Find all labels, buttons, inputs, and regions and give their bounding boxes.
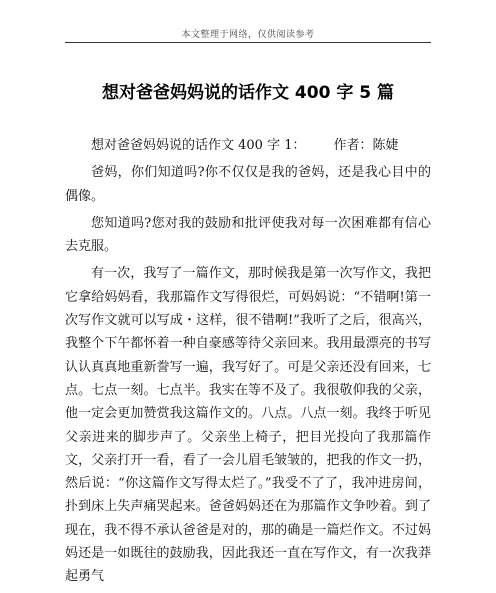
paragraph-3: 有一次，我写了一篇作文，那时候我是第一次写作文，我把它拿给妈妈看，我那篇作文写得很烂，可妈妈说：“不错啊!第一次写作文就可以写成・这样，很不错啊!”我听了之后，很高兴，我整个下午都怀着一种自豪感等待父亲回来。我用最漂亮的书写认认真真地重新誊写一遍，我写好了。可是父亲还没有回来，七点。七点一刻。七点半。我实在等不及了。我很敬仰我的父亲，他一定会更加赞赏我这篇作文的。八点。八点一刻。我终于听见父亲进来的脚步声了。父亲坐上椅子，把目光投向了我那篇作文，父亲打开一看，看了一会儿眉毛皱皱的，把我的作文一扔，然后说：“你这篇作文写得太烂了。”我受不了了，我冲进房间，扑到床上失声痛哭起来。爸爸妈妈还在为那篇作文争吵着。到了现在，我不得不承认爸爸是对的，那的确是一篇烂作文。不过妈妈还是一如既往的鼓励我，因此我还一直在写作文，有一次我莽起勇气	[65, 266, 431, 585]
paragraph-1: 爸妈，你们知道吗?你不仅仅是我的爸妈，还是我心目中的偶像。	[65, 165, 431, 204]
page-title: 想对爸爸妈妈说的话作文 400 字 5 篇	[102, 83, 394, 103]
byline-label: 想对爸爸妈妈说的话作文 400 字 1：	[91, 138, 306, 153]
document-body	[65, 134, 431, 593]
header-note: 本文整理于网络，仅供阅读参考	[181, 30, 315, 40]
paragraph-2: 您知道吗?您对我的鼓励和批评使我对每一次困难都有信心去克服。	[65, 215, 431, 255]
byline-author: 作者：陈婕	[333, 138, 399, 153]
header-divider	[65, 42, 431, 43]
byline	[65, 134, 431, 157]
